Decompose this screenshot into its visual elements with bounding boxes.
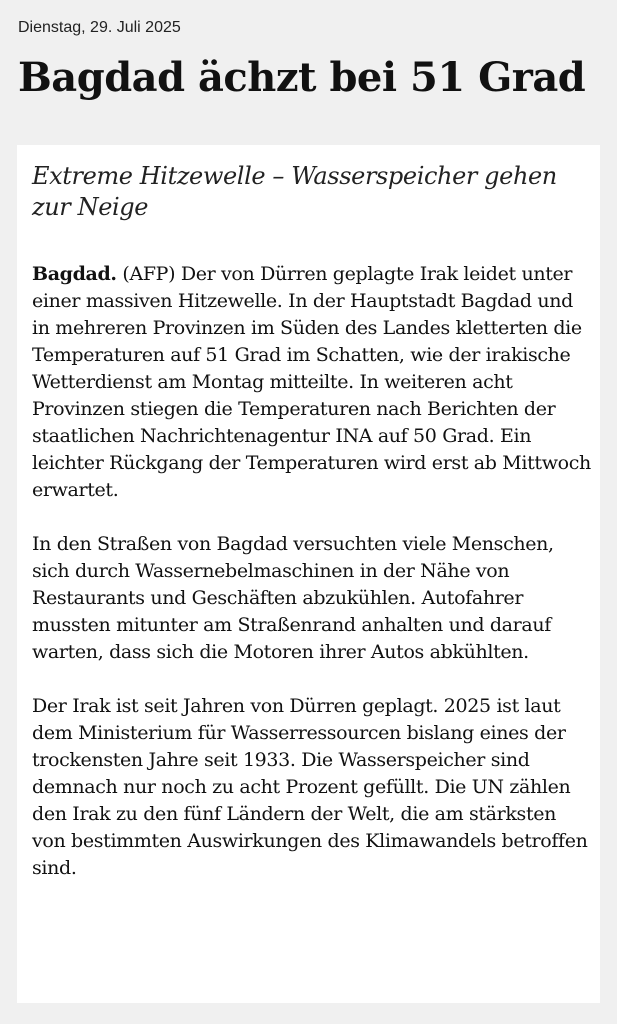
article-dateline: Bagdad.	[32, 263, 117, 285]
article-paragraph: Der Irak ist seit Jahren von Dürren geplagt. 2025 ist laut dem Ministerium für Wasserressourcen bislang eines der trockensten Jahre seit 1933. Die Wasserspeicher sind demnach nur noch zu acht Prozent gefüllt. Die UN zählen den Irak zu den fünf Ländern der Welt, die am stärksten von bestimmten Auswirkungen des Klimawandels betroffen sind.	[32, 695, 588, 879]
article-card	[17, 145, 600, 1003]
article-paragraph: In den Straßen von Bagdad versuchten viele Menschen, sich durch Wassernebelmaschinen in der Nähe von Restaurants und Geschäften abzukühlen. Autofahrer mussten mitunter am Straßenrand anhalten und darauf warten, dass sich die Motoren ihrer Autos abkühlten.	[32, 533, 554, 663]
paragraph-text: (AFP) Der von Dürren geplagte Irak leidet unter einer massiven Hitzewelle. In der Hauptstadt Bagdad und in mehreren Provinzen im Süden des Landes kletterten die Temperaturen auf 51 Grad im Schatten, wie der irakische Wetterdienst am Montag mitteilte. In weiteren acht Provinzen stiegen die Temperaturen nach Berichten der staatlichen Nachrichtenagentur INA auf 50 Grad. Ein leichter Rückgang der Temperaturen wird erst ab Mittwoch erwartet.	[32, 263, 591, 501]
article-body	[32, 261, 592, 882]
article-date: Dienstag, 29. Juli 2025	[18, 19, 181, 36]
article-paragraph	[32, 261, 592, 504]
article-headline: Bagdad ächzt bei 51 Grad	[18, 54, 586, 101]
article-subtitle: Extreme Hitzewelle – Wasserspeicher gehen zur Neige	[32, 162, 557, 221]
